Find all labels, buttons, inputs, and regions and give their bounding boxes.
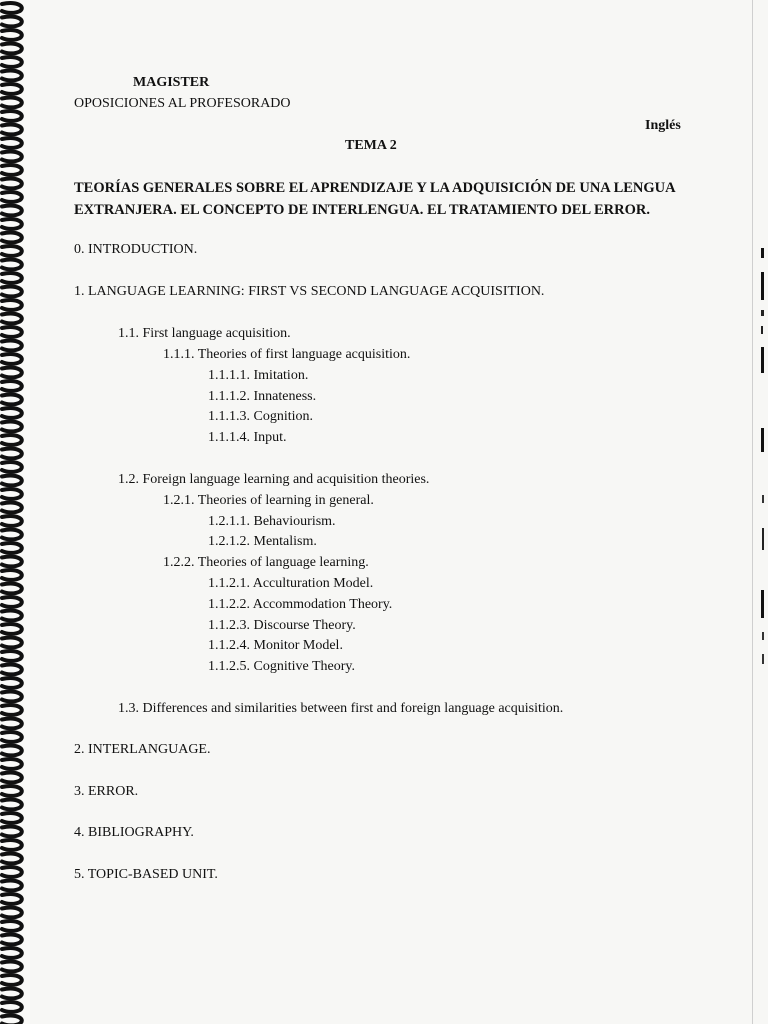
- spiral-loop: [2, 341, 22, 351]
- program-name: OPOSICIONES AL PROFESORADO: [74, 96, 291, 111]
- spiral-loop: [2, 138, 22, 148]
- spiral-loop: [2, 395, 22, 405]
- section-1: 1. LANGUAGE LEARNING: FIRST VS SECOND LANGUAGE ACQUISITION.: [74, 284, 545, 299]
- spiral-loop: [2, 219, 22, 229]
- section-1-1: 1.1. First language acquisition.: [118, 326, 291, 341]
- spiral-loop: [2, 948, 22, 958]
- spiral-loop: [2, 246, 22, 256]
- spiral-loop: [2, 827, 22, 837]
- section-1-1-1-3: 1.1.1.3. Cognition.: [208, 409, 314, 424]
- spiral-loop: [2, 476, 22, 486]
- section-1-1-1-4: 1.1.1.4. Input.: [208, 430, 287, 445]
- section-1-1-2-2: 1.1.2.2. Accommodation Theory.: [208, 597, 393, 612]
- spiral-loop: [2, 651, 22, 661]
- spiral-loop: [2, 179, 22, 189]
- spiral-loop: [2, 368, 22, 378]
- spiral-loop: [2, 44, 22, 54]
- spiral-loop: [2, 867, 22, 877]
- spiral-loop: [2, 1002, 22, 1012]
- spiral-loop: [2, 678, 22, 688]
- spiral-loop: [2, 98, 22, 108]
- spiral-loop: [2, 206, 22, 216]
- section-1-3: 1.3. Differences and similarities between first and foreign language acquisition.: [118, 701, 564, 716]
- title-line-1: TEORÍAS GENERALES SOBRE EL APRENDIZAJE Y LA ADQUISICIÓN DE UNA LENGUA: [74, 180, 676, 196]
- spiral-loop: [2, 314, 22, 324]
- section-1-1-1: 1.1.1. Theories of first language acquisition.: [163, 347, 411, 362]
- spiral-loop: [2, 152, 22, 162]
- spiral-loop: [2, 732, 22, 742]
- spiral-loop: [2, 570, 22, 580]
- spiral-loop: [2, 989, 22, 999]
- spiral-loop: [2, 584, 22, 594]
- spiral-loop: [2, 638, 22, 648]
- section-1-1-2-4: 1.1.2.4. Monitor Model.: [208, 638, 343, 653]
- spiral-loop: [2, 530, 22, 540]
- spiral-loop: [2, 71, 22, 81]
- spiral-loop: [2, 57, 22, 67]
- spiral-loop: [2, 165, 22, 175]
- spiral-loop: [2, 300, 22, 310]
- spiral-loop: [2, 665, 22, 675]
- spiral-loop: [2, 624, 22, 634]
- spiral-loop: [2, 557, 22, 567]
- spiral-loop: [2, 381, 22, 391]
- institution-name: MAGISTER: [133, 75, 210, 90]
- spiral-loop: [2, 773, 22, 783]
- spiral-loop: [2, 489, 22, 499]
- spiral-loop: [2, 287, 22, 297]
- section-4: 4. BIBLIOGRAPHY.: [74, 825, 194, 840]
- spiral-loop: [2, 449, 22, 459]
- section-0: 0. INTRODUCTION.: [74, 242, 198, 257]
- spiral-loop: [2, 503, 22, 513]
- spiral-loop: [2, 800, 22, 810]
- spiral-loop: [2, 422, 22, 432]
- spiral-loop: [2, 233, 22, 243]
- spiral-loop: [2, 597, 22, 607]
- spiral-loop: [2, 786, 22, 796]
- spiral-loop: [2, 881, 22, 891]
- section-1-2-1: 1.2.1. Theories of learning in general.: [163, 493, 374, 508]
- spiral-loop: [2, 260, 22, 270]
- spiral-loop: [2, 3, 22, 13]
- topic-number: TEMA 2: [345, 138, 397, 153]
- spiral-loop: [2, 908, 22, 918]
- section-1-1-2-3: 1.1.2.3. Discourse Theory.: [208, 618, 356, 633]
- spiral-loop: [2, 273, 22, 283]
- spiral-loop: [2, 84, 22, 94]
- section-1-2-2: 1.2.2. Theories of language learning.: [163, 555, 369, 570]
- spiral-loop: [2, 30, 22, 40]
- section-1-2-1-1: 1.2.1.1. Behaviourism.: [208, 514, 336, 529]
- spiral-loop: [2, 462, 22, 472]
- spiral-loop: [2, 611, 22, 621]
- section-1-2: 1.2. Foreign language learning and acquisition theories.: [118, 472, 430, 487]
- section-1-2-1-2: 1.2.1.2. Mentalism.: [208, 534, 317, 549]
- spiral-loop: [2, 354, 22, 364]
- spiral-loop: [2, 962, 22, 972]
- spiral-loop: [2, 1016, 22, 1024]
- spiral-loop: [2, 17, 22, 27]
- section-1-1-1-1: 1.1.1.1. Imitation.: [208, 368, 309, 383]
- spiral-loop: [2, 746, 22, 756]
- spiral-loop: [2, 813, 22, 823]
- spiral-loop: [2, 111, 22, 121]
- section-2: 2. INTERLANGUAGE.: [74, 742, 211, 757]
- spiral-binding: [0, 0, 30, 1024]
- section-1-1-2-1: 1.1.2.1. Acculturation Model.: [208, 576, 374, 591]
- title-line-2: EXTRANJERA. EL CONCEPTO DE INTERLENGUA. EL TRATAMIENTO DEL ERROR.: [74, 202, 650, 218]
- spiral-loop: [2, 543, 22, 553]
- spiral-loop: [2, 516, 22, 526]
- section-1-1-2-5: 1.1.2.5. Cognitive Theory.: [208, 659, 355, 674]
- spiral-loop: [2, 759, 22, 769]
- spiral-loop: [2, 719, 22, 729]
- spiral-loop: [2, 840, 22, 850]
- spiral-loop: [2, 125, 22, 135]
- spiral-loop: [2, 894, 22, 904]
- spiral-loop: [2, 921, 22, 931]
- spiral-loop: [2, 408, 22, 418]
- edge-scan-marks: [750, 0, 768, 1024]
- section-3: 3. ERROR.: [74, 784, 139, 799]
- subject-label: Inglés: [645, 118, 681, 133]
- spiral-loop: [2, 435, 22, 445]
- spiral-loop: [2, 192, 22, 202]
- spiral-loop: [2, 327, 22, 337]
- spiral-loop: [2, 935, 22, 945]
- spiral-loop: [2, 705, 22, 715]
- spiral-loop: [2, 692, 22, 702]
- spiral-loop: [2, 975, 22, 985]
- spiral-loop: [2, 854, 22, 864]
- section-5: 5. TOPIC-BASED UNIT.: [74, 867, 218, 882]
- section-1-1-1-2: 1.1.1.2. Innateness.: [208, 389, 317, 404]
